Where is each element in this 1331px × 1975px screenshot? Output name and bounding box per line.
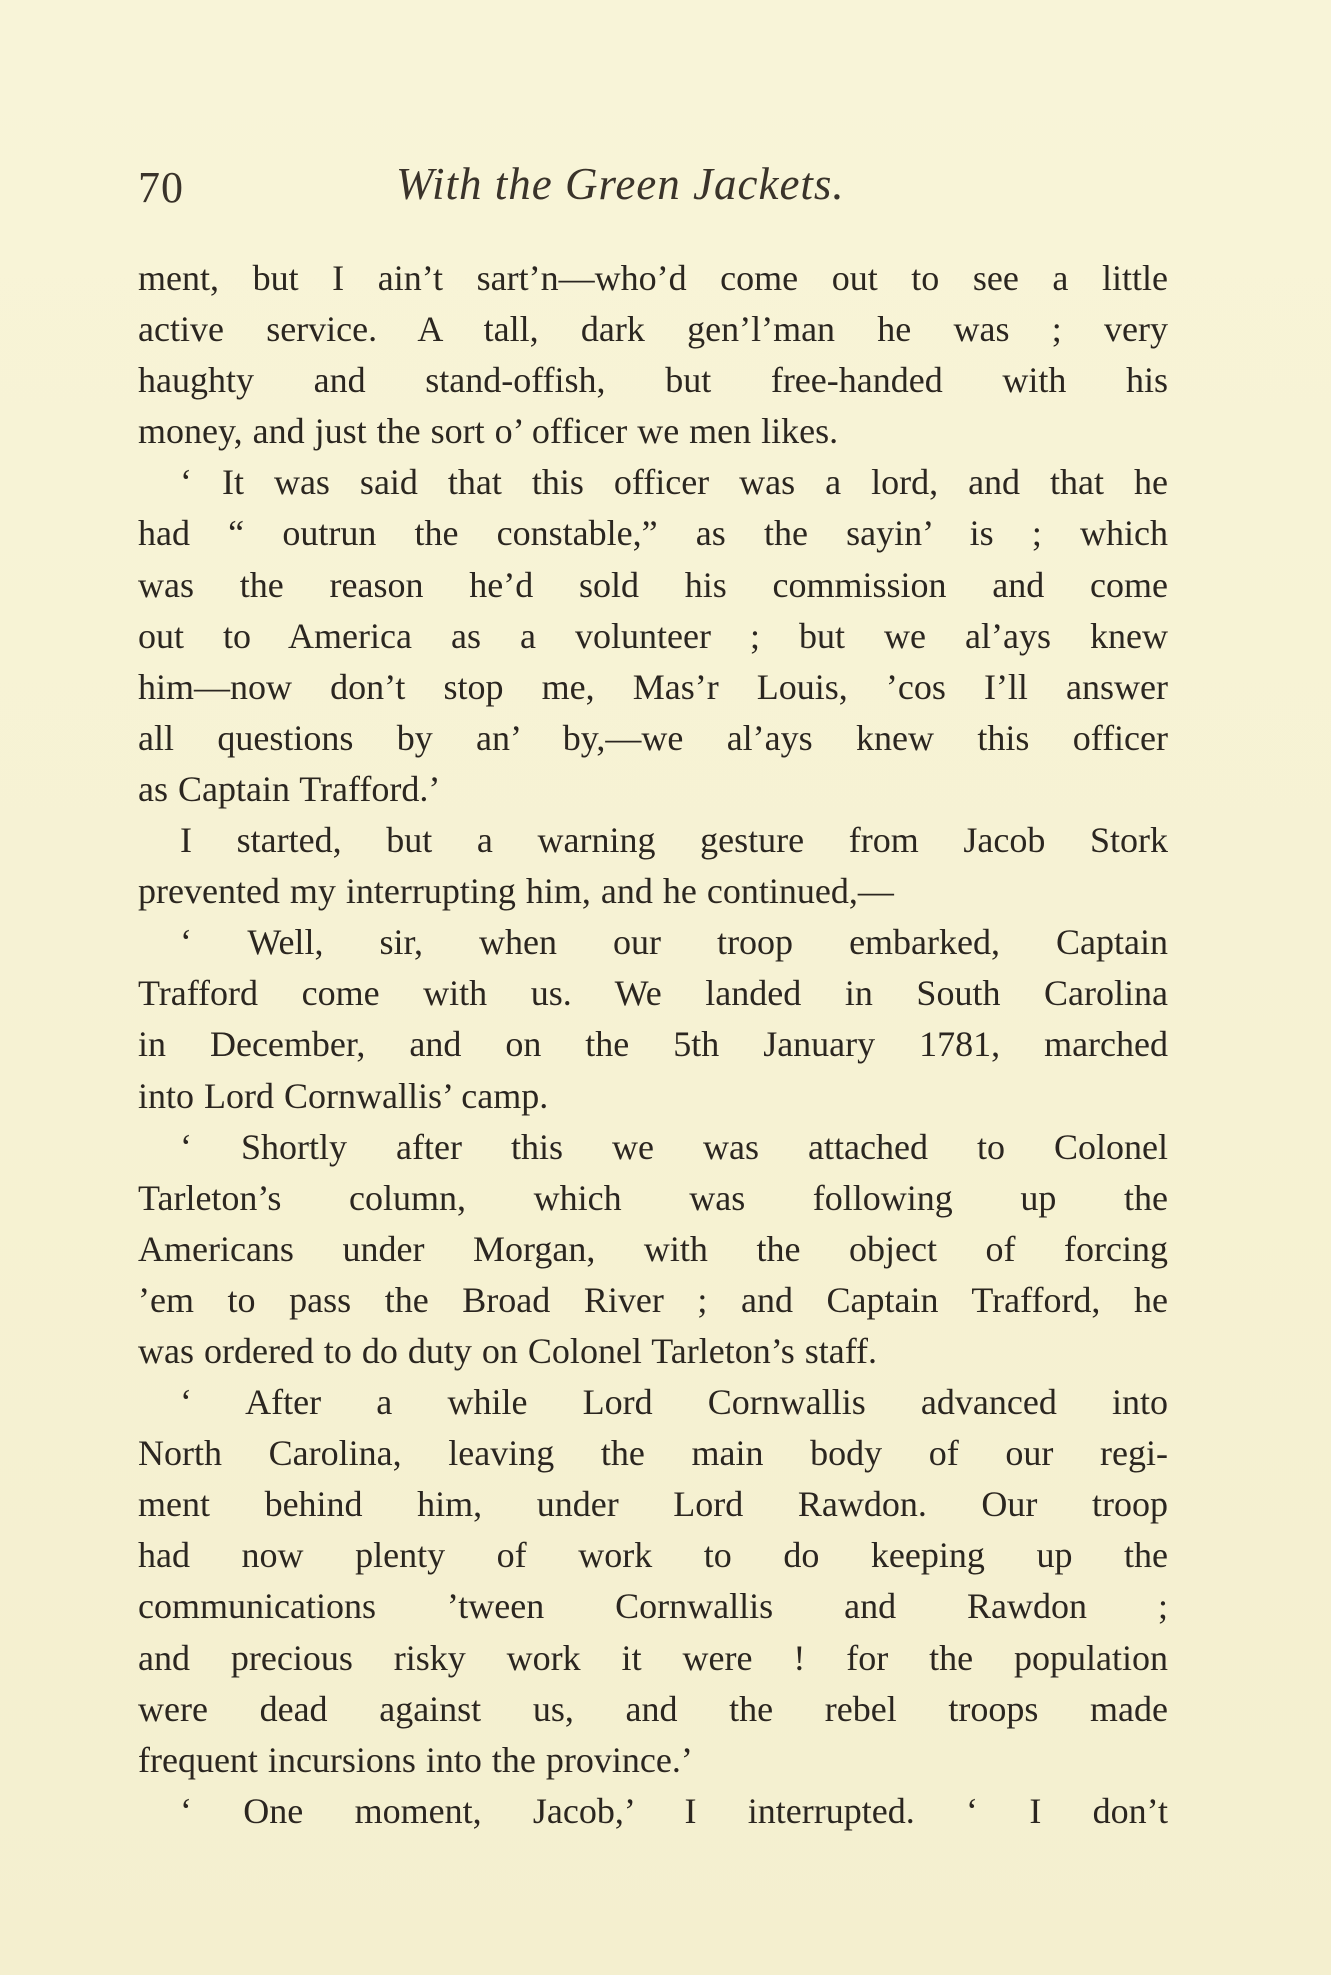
text-line: ‘ One moment, Jacob,’ I interrupted. ‘ I don’t <box>180 1790 1168 1831</box>
text-line: as Captain Trafford.’ <box>138 768 441 809</box>
body-text <box>138 253 1168 1837</box>
text-line: Tarleton’s column, which was following up the <box>138 1177 1168 1218</box>
text-line: communications ’tween Cornwallis and Rawdon ; <box>138 1586 1168 1627</box>
text-line: him—now don’t stop me, Mas’r Louis, ’cos I’ll answer <box>138 666 1168 707</box>
text-line: all questions by an’ by,—we al’ays knew this officer <box>138 717 1168 758</box>
text-line: Americans under Morgan, with the object of forcing <box>138 1228 1168 1269</box>
text-line: prevented my interrupting him, and he continued,— <box>138 871 894 912</box>
text-line: I started, but a warning gesture from Jacob Stork <box>180 820 1168 861</box>
page-number: 70 <box>138 163 184 212</box>
text-line: ’em to pass the Broad River ; and Captain Trafford, he <box>138 1279 1168 1320</box>
text-line: frequent incursions into the province.’ <box>138 1739 693 1780</box>
text-line: had “ outrun the constable,” as the sayin’ is ; which <box>138 513 1168 554</box>
text-line: haughty and stand-offish, but free-handed with his <box>138 360 1168 401</box>
text-line: ‘ Shortly after this we was attached to Colonel <box>180 1126 1168 1167</box>
text-line: ‘ Well, sir, when our troop embarked, Captain <box>180 922 1168 963</box>
text-line: were dead against us, and the rebel troops made <box>138 1688 1168 1729</box>
text-line: money, and just the sort o’ officer we men likes. <box>138 411 839 452</box>
running-head: With the Green Jackets. <box>396 159 845 209</box>
text-line: Trafford come with us. We landed in South Carolina <box>138 973 1168 1014</box>
text-line: ment, but I ain’t sart’n—who’d come out to see a little <box>138 258 1168 298</box>
text-line: and precious risky work it were ! for the population <box>138 1637 1168 1678</box>
text-line: into Lord Cornwallis’ camp. <box>138 1075 549 1116</box>
text-line: ‘ It was said that this officer was a lord, and that he <box>180 462 1168 503</box>
text-line: ‘ After a while Lord Cornwallis advanced into <box>180 1382 1168 1423</box>
text-line: was the reason he’d sold his commission and come <box>138 564 1168 605</box>
text-line: active service. A tall, dark gen’l’man he was ; very <box>138 309 1168 350</box>
text-line: out to America as a volunteer ; but we al’ays knew <box>138 615 1168 656</box>
text-line: North Carolina, leaving the main body of our regi- <box>138 1433 1168 1474</box>
page-header <box>138 158 1168 218</box>
text-line: in December, and on the 5th January 1781, marched <box>138 1024 1168 1065</box>
text-line: ment behind him, under Lord Rawdon. Our troop <box>138 1484 1168 1525</box>
text-line: had now plenty of work to do keeping up the <box>138 1535 1168 1576</box>
text-line: was ordered to do duty on Colonel Tarleton’s staff. <box>138 1330 878 1371</box>
